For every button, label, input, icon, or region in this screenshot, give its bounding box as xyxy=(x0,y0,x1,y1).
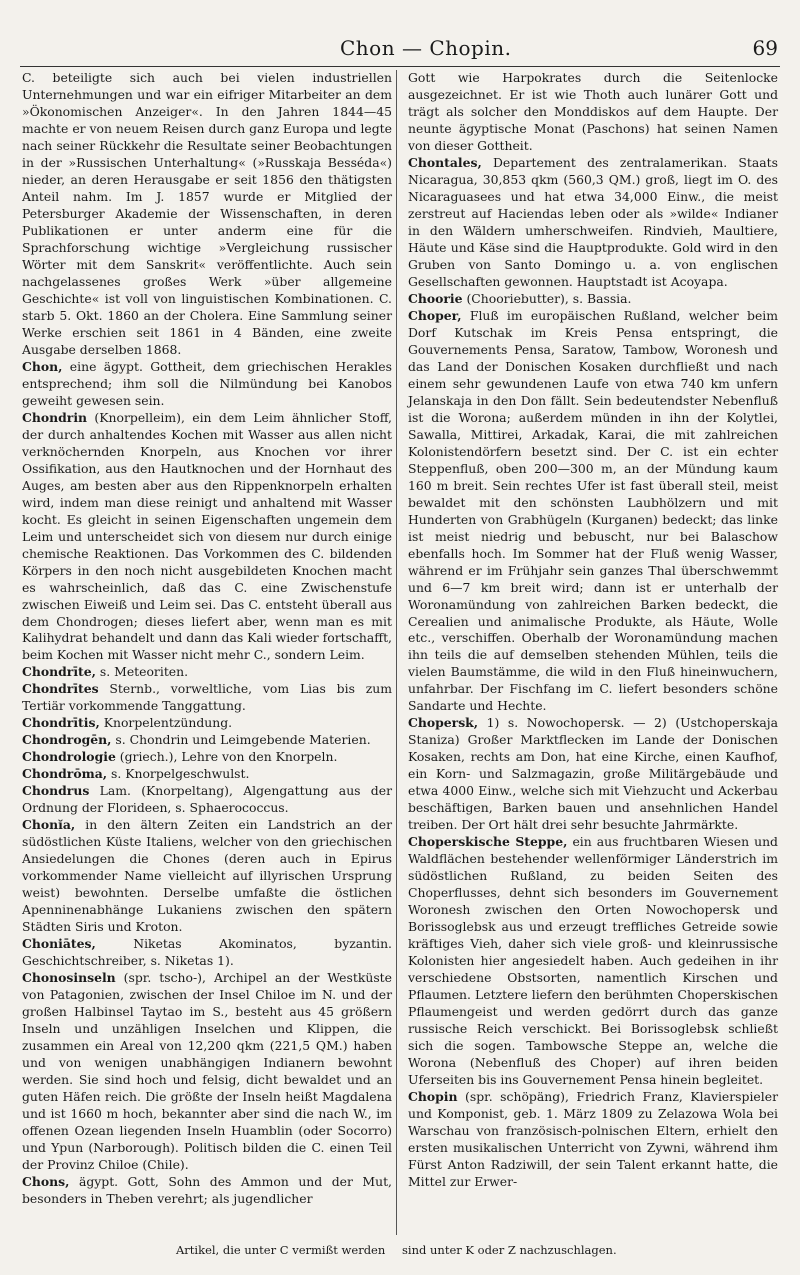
entry-text: Lam. (Knorpeltang), Algengattung aus der Ordnung der Florideen, s. Sphaerococcus. xyxy=(22,783,392,816)
entry-headword: Chon, xyxy=(22,358,63,374)
dictionary-entry xyxy=(22,766,392,783)
entry-headword: Chontales, xyxy=(408,154,482,170)
dictionary-entry xyxy=(408,308,778,716)
entry-text: (spr. tscho-), Archipel an der Westküste von Patagonien, zwischen der Insel Chiloe im N. und der großen Halbinsel Taytao im S., besteht aus 45 größern Inseln und unzähligen Inselchen und Klippen, die zusammen ein Areal von 12,200 qkm (221,5 QM.) haben und von wenigen unabhängigen Indianern bewohnt werden. Sie sind hoch und felsig, dicht bewaldet und an guten Häfen reich. Die größte der Inseln heißt Magdalena und ist 1660 m hoch, bekannter aber sind die nach W., im offenen Ozean liegenden Inseln Huamblin (oder Socorro) und Ypun (Narborough). Politisch bilden die C. einen Teil der Provinz Chiloe (Chile). xyxy=(22,970,392,1172)
entry-headword: Choniātes, xyxy=(22,936,96,952)
entry-headword: Chondrīte, xyxy=(22,664,96,680)
dictionary-entry xyxy=(408,715,778,834)
page-number: 69 xyxy=(752,36,778,60)
entry-headword: Chons, xyxy=(22,1173,70,1189)
entry-headword: Choperskische Steppe, xyxy=(408,834,568,850)
entry-text: (spr. schöpäng), Friedrich Franz, Klavierspieler und Komponist, geb. 1. März 1809 zu Zelazowa Wola bei Warschau von französisch-polnischen Eltern, erhielt den ersten musikalischen Unterricht von Zywni, während ihm Fürst Anton Radziwill, der sein Talent erkannt hatte, die Mittel zur Erwer- xyxy=(408,1089,778,1189)
header-rule xyxy=(20,66,780,67)
left-column xyxy=(22,70,392,1208)
entry-headword: Chopin xyxy=(408,1089,458,1105)
running-title: Chon — Chopin. xyxy=(340,36,512,60)
entry-headword: Chondrōma, xyxy=(22,766,108,782)
entry-headword: Chondrin xyxy=(22,409,88,425)
footer-note-left: Artikel, die unter C vermißt werden xyxy=(176,1243,386,1257)
entry-text: Gott wie Harpokrates durch die Seitenlocke ausgezeichnet. Er ist wie Thoth auch lunärer Gott und trägt als solcher den Monddiskos auf dem Haupte. Der neunte ägyptische Monat (Paschons) hat seinen Namen von dieser Gottheit. xyxy=(408,70,778,153)
entry-headword: Chonĭa, xyxy=(22,817,76,833)
entry-headword: Chondrītes xyxy=(22,681,99,697)
column-divider xyxy=(396,70,397,1235)
entry-text: Fluß im europäischen Rußland, welcher beim Dorf Kutschak im Kreis Pensa entspringt, die Gouvernements Pensa, Saratow, Tambow, Woronesh und das Land der Donischen Kosaken durchfließt und nach einem sehr gewundenen Laufe von etwa 740 km unfern Jelanskaja in den Don fällt. Sein bedeutendster Nebenfluß ist die Worona; außerdem münden in ihn der Kolytlei, Sawalla, Mittirei, Arkadak, Karai, die mit zahlreichen Kolonistendörfern besetzt sind. Der C. ist ein echter Steppenfluß, oben 200—300 m, an der Mündung kaum 160 m breit. Sein rechtes Ufer ist fast überall steil, meist bewaldet mit den schönsten Laubhölzern und mit Hunderten von Grabhügeln (Kurganen) bedeckt; das linke ist meist niedrig und bebuscht, nur bei Balaschow ebenfalls hoch. Im Sommer hat der Fluß wenig Wasser, während er im Frühjahr sein ganzes Thal überschwemmt und 6—7 km breit wird; dann ist er unterhalb der Woronamündung von zahlreichen Barken bedeckt, die Cerealien und animalische Produkte, als Häute, Wolle etc., verschiffen. Oberhalb der Woronamündung machen ihn teils die auf demselben stehenden Mühlen, teils die vielen Baumstämme, die wild in den Fluß hineinwuchern, unfahrbar. Der Fischfang im C. liefert besonders schöne Sandarte und Hechte. xyxy=(408,307,778,714)
dictionary-entry xyxy=(22,681,392,715)
entry-headword: Chondrus xyxy=(22,783,90,799)
dictionary-entry xyxy=(22,817,392,936)
dictionary-entry xyxy=(22,732,392,749)
dictionary-entry xyxy=(22,936,392,970)
entry-text: (Chooriebutter), s. Bassia. xyxy=(462,290,632,306)
dictionary-entry xyxy=(22,1174,392,1208)
entry-text: 1) s. Nowochopersk. — 2) (Ustchoperskaja Staniza) Großer Marktflecken im Lande der Donischen Kosaken, rechts am Don, hat eine Kirche, einen Kaufhof, ein Korn- und Salzmagazin, große Militärgebäude und etwa 4000 Einw., welche sich mit Viehzucht und Ackerbau beschäftigen, Barken bauen und ansehnlichen Handel treiben. Der Ort hält drei sehr besuchte Jahrmärkte. xyxy=(408,715,778,833)
entry-text: Niketas Akominatos, byzantin. Geschichtschreiber, s. Niketas 1). xyxy=(22,936,392,969)
dictionary-entry xyxy=(22,783,392,817)
dictionary-entry xyxy=(22,359,392,410)
dictionary-entry xyxy=(408,834,778,1089)
entry-text: s. Chondrin und Leimgebende Materien. xyxy=(111,732,371,748)
entry-headword: Chonosinseln xyxy=(22,970,116,986)
entry-text: ein aus fruchtbaren Wiesen und Waldflächen bestehender wellenförmiger Länderstrich im südöstlichen Rußland, zu beiden Seiten des Choperflusses, dehnt sich besonders im Gouvernement Woronesh zwischen den Orten Nowochopersk und Borissoglebsk aus und erzeugt treffliches Getreide sowie kräftiges Vieh, daher sich viele groß- und kleinrussische Kolonisten hier angesiedelt haben. Auch gedeihen in ihr verschiedene Obstsorten, namentlich Kirschen und Pflaumen. Letztere liefern den berühmten Choperskischen Pflaumengeist und werden gedörrt durch das ganze russische Reich verschickt. Bei Borissoglebsk schließt sich die sogen. Tambowsche Steppe an, welche die Worona (Nebenfluß des Choper) auf ihren beiden Uferseiten bis ins Gouvernement Pensa hinein begleitet. xyxy=(408,834,778,1088)
entry-text: Sternb., vorweltliche, vom Lias bis zum Tertiär vorkommende Tanggattung. xyxy=(22,681,392,714)
entry-text: s. Knorpelgeschwulst. xyxy=(107,766,250,782)
dictionary-entry xyxy=(408,70,778,155)
entry-headword: Chondrītis, xyxy=(22,715,100,731)
right-column xyxy=(408,70,778,1191)
entry-headword: Chondrologie xyxy=(22,749,116,765)
entry-text: Departement des zentralamerikan. Staats Nicaragua, 30,853 qkm (560,3 QM.) groß, liegt im O. des Nicaraguasees und hat etwa 34,000 Einw., die meist zerstreut auf Haciendas leben oder als »wilde« Indianer in den Wäldern umherschweifen. Rindvieh, Maultiere, Häute und Käse sind die Hauptprodukte. Gold wird in den Gruben von Santo Domingo u. a. von englischen Gesellschaften gewonnen. Hauptstadt ist Acoyapa. xyxy=(408,154,778,289)
dictionary-entry xyxy=(22,749,392,766)
dictionary-entry xyxy=(22,410,392,665)
entry-headword: Choper, xyxy=(408,307,462,323)
dictionary-entry xyxy=(408,1089,778,1191)
dictionary-entry xyxy=(22,70,392,359)
entry-text: Knorpelentzündung. xyxy=(99,715,233,731)
dictionary-entry xyxy=(22,715,392,732)
dictionary-entry xyxy=(22,970,392,1174)
dictionary-entry xyxy=(408,155,778,291)
dictionary-entry xyxy=(22,664,392,681)
entry-headword: Chopersk, xyxy=(408,715,479,731)
footer-note-right: sind unter K oder Z nachzuschlagen. xyxy=(402,1243,617,1257)
entry-text: (griech.), Lehre von den Knorpeln. xyxy=(115,749,338,765)
entry-text: eine ägypt. Gottheit, dem griechischen Herakles entsprechend; ihm soll die Nilmündung bei Kanobos geweiht gewesen sein. xyxy=(22,358,392,408)
entry-text: s. Meteoriten. xyxy=(95,664,189,680)
page-header xyxy=(0,36,800,64)
entry-text: (Knorpelleim), ein dem Leim ähnlicher Stoff, der durch anhaltendes Kochen mit Wasser aus allen nicht verknöchernden Knorpeln, aus Knochen vor ihrer Ossifikation, aus den Hautknochen und der Hornhaut des Auges, am besten aber aus den Rippenknorpeln erhalten wird, indem man diese reinigt und anhaltend mit Wasser kocht. Es gleicht in seinen Eigenschaften ungemein dem Leim und unterscheidet sich von diesem nur durch einige chemische Reaktionen. Das Vorkommen des C. bildenden Körpers in den noch nicht ausgebildeten Knochen macht es wahrscheinlich, daß das C. eine Zwischenstufe zwischen Eiweiß und Leim sei. Das C. entsteht überall aus dem Chondrogen; dieses liefert aber, wenn man es mit Kalihydrat behandelt und dann das Kali wieder fortschafft, beim Kochen mit Wasser nicht mehr C., sondern Leim. xyxy=(22,409,393,663)
entry-headword: Chondrogēn, xyxy=(22,732,112,748)
entry-text: in den ältern Zeiten ein Landstrich an der südöstlichen Küste Italiens, welcher von den griechischen Ansiedelungen die Chones (deren auch in Epirus vorkommender Name vielleicht auf illyrischen Ursprung weist) bewohnten. Derselbe umfaßte die östlichen Apenninenabhänge Lukaniens zwischen den spätern Städten Siris und Kroton. xyxy=(22,817,392,935)
dictionary-entry xyxy=(408,291,778,308)
entry-headword: Choorie xyxy=(408,290,463,306)
entry-text: ägypt. Gott, Sohn des Ammon und der Mut, besonders in Theben verehrt; als jugendlicher xyxy=(22,1173,392,1206)
entry-text: C. beteiligte sich auch bei vielen industriellen Unternehmungen und war ein eifriger Mitarbeiter an dem »Ökonomischen Anzeiger«. In den Jahren 1844—45 machte er von neuem Reisen durch ganz Europa und legte nach seiner Rückkehr die Resultate seiner Beobachtungen in der »Russischen Unterhaltung« (»Russkaja Besséda«) nieder, an deren Herausgabe er seit 1856 den thätigsten Anteil nahm. Im J. 1857 wurde er Mitglied der Petersburger Akademie der Wissenschaften, in deren Publikationen er unter anderm eine für die Sprachforschung wichtige »Vergleichung russischer Wörter mit dem Sanskrit« veröffentlichte. Auch sein nachgelassenes großes Werk »über allgemeine Geschichte« ist voll von linguistischen Kombinationen. C. starb 5. Okt. 1860 an der Cholera. Eine Sammlung seiner Werke erschien seit 1861 in 4 Bänden, eine zweite Ausgabe derselben 1868. xyxy=(22,70,392,357)
